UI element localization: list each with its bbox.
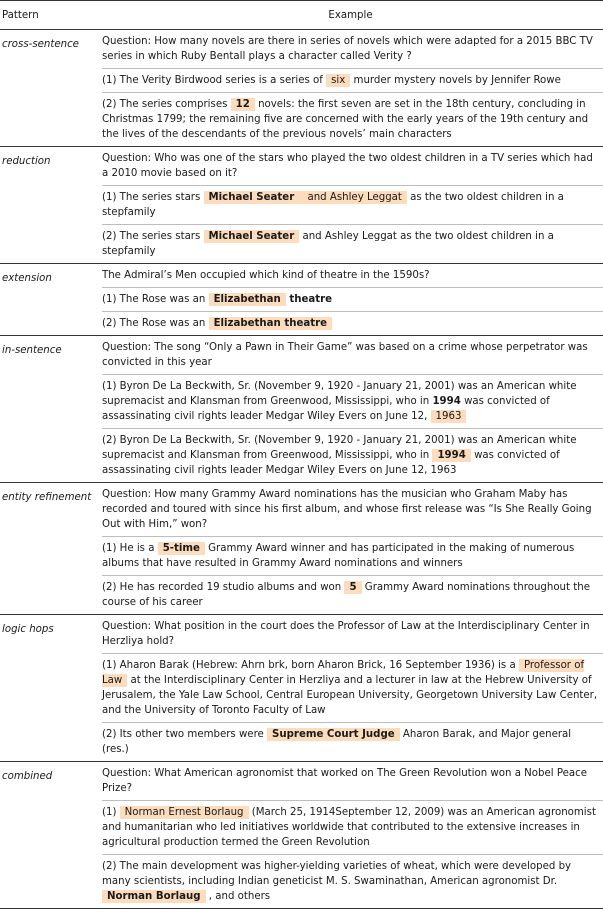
highlighted-answer-span: Elizabethan [209,293,286,306]
example-evidence-sentence [102,375,603,429]
pattern-label: extension [0,264,98,336]
highlighted-answer-span: Elizabethan theatre [209,317,332,330]
table-row [0,615,603,762]
text-segment: novels: the first seven are set in the 18th century, concluding in Christmas 1799; the remaining five are concerned with the early years of the 19th century and the lives of the descendants of the previous novels’ main characters [102,99,589,140]
example-question [102,483,603,537]
example-question [102,336,603,375]
example-cell [98,762,603,909]
text-segment: (1) The series stars [102,192,204,203]
text-segment: (2) The series comprises [102,99,231,110]
example-cell [98,264,603,336]
text-segment: The Admiral’s Men occupied which kind of theatre in the 1590s? [102,270,430,281]
example-evidence-sentence [102,723,603,761]
text-segment: (1) The Verity Birdwood series is a series of [102,75,327,86]
example-question [102,147,603,186]
highlighted-answer-span: 5-time [158,542,205,555]
example-column-header: Example [98,1,603,30]
highlighted-answer-span: 5 [344,581,361,594]
text-segment: Grammy Award nominations throughout the course of his career [102,582,590,608]
example-cell [98,615,603,762]
text-segment: was convicted of assassinating civil rights leader Medgar Wiley Evers on June 12, 1963 [102,450,560,476]
highlighted-answer-span: Supreme Court Judge [267,728,400,741]
text-segment: Question: Who was one of the stars who played the two oldest children in a TV series which had a 2010 movie based on it? [102,153,593,179]
example-evidence-sentence [102,429,603,482]
example-evidence-sentence [102,654,603,723]
text-segment: and Ashley Leggat as the two oldest children in a stepfamily [102,231,554,257]
highlighted-answer-span: Professor of Law [102,660,585,686]
text-segment: (2) Byron De La Beckwith, Sr. (November 9, 1920 - January 21, 2001) was an American white supremacist and Klansman from Greenwood, Mississippi, who in [102,435,577,461]
text-segment: (2) The main development was higher-yielding varieties of wheat, which were developed by many scientists, including Indian geneticist M. S. Swaminathan, American agronomist Dr. [102,861,572,887]
pattern-label: reduction [0,147,98,264]
table-row [0,762,603,909]
text-segment: (2) The Rose was an [102,318,209,329]
highlighted-answer-span: Norman Ernest Borlaug [120,806,249,819]
example-evidence-sentence [102,225,603,263]
text-segment: Grammy Award winner and has participated in the making of numerous albums that have resulted in Grammy Award nominations and winners [102,543,575,569]
text-segment: Question: What American agronomist that worked on The Green Revolution won a Nobel Peace Prize? [102,768,587,794]
text-segment: (1) The Rose was an [102,294,209,305]
highlighted-answer-span: 12 [231,98,255,111]
text-segment: Question: How many Grammy Award nominations has the musician who Graham Maby has recorded and toured with since his first album, and whose first release was “Is She Really Going Out with Him,” won? [102,489,592,530]
text-segment: (1) [102,807,120,818]
text-segment: (March 25, 1914September 12, 2009) was an American agronomist and humanitarian who led initiatives worldwide that contributed to the extensive increases in agricultural production termed the Green Revolution [102,807,596,848]
example-evidence-sentence [102,312,603,335]
table-row [0,264,603,336]
text-segment: (1) Aharon Barak (Hebrew: Ahrn brk, born Aharon Brick, 16 September 1936) is a [102,660,519,671]
highlighted-answer-span: six [326,74,350,87]
text-segment: Question: What position in the court does the Professor of Law at the Interdisciplinary Center in Herzliya hold? [102,621,590,647]
text-segment: (2) He has recorded 19 studio albums and won [102,582,345,593]
example-cell [98,336,603,483]
example-cell [98,147,603,264]
pattern-label: combined [0,762,98,909]
highlighted-answer-span: Michael Seater [204,230,300,243]
text-segment: (2) The series stars [102,231,204,242]
text-segment: as the two oldest children in a stepfamily [102,192,564,218]
example-evidence-sentence [102,69,603,93]
example-evidence-sentence [102,537,603,576]
text-segment: Aharon Barak, and Major general (res.) [102,729,572,755]
example-question [102,615,603,654]
example-evidence-sentence [102,93,603,146]
example-question [102,30,603,69]
table-row [0,30,603,147]
example-evidence-sentence [102,186,603,225]
example-question [102,264,603,288]
highlighted-answer-span: and Ashley Leggat [299,191,407,204]
pattern-label: cross-sentence [0,30,98,147]
example-evidence-sentence [102,855,603,908]
highlighted-answer-span: 1963 [431,410,467,423]
example-cell [98,30,603,147]
text-segment: (1) Byron De La Beckwith, Sr. (November 9, 1920 - January 21, 2001) was an American white supremacist and Klansman from Greenwood, Mississippi, who in [102,381,577,407]
table-row [0,483,603,615]
text-segment: was convicted of assassinating civil rights leader Medgar Wiley Evers on June 12, [102,396,550,422]
pattern-label: logic hops [0,615,98,762]
highlighted-answer-span: Michael Seater [204,191,300,204]
text-segment: Question: How many novels are there in series of novels which were adapted for a 2015 BBC TV series in which Ruby Bentall plays a character called Verity ? [102,36,593,62]
pattern-column-header: Pattern [0,1,98,30]
text-segment: 1994 [432,396,461,407]
table-row [0,147,603,264]
table-header-row [0,1,603,30]
example-evidence-sentence [102,801,603,855]
table-body [0,30,603,909]
example-cell [98,483,603,615]
highlighted-answer-span: Norman Borlaug [102,890,206,903]
text-segment: (2) Its other two members were [102,729,268,740]
highlighted-answer-span: 1994 [432,449,470,462]
text-segment: murder mystery novels by Jennifer Rowe [350,75,561,86]
text-segment: (1) He is a [102,543,158,554]
pattern-label: entity refinement [0,483,98,615]
text-segment: theatre [285,294,333,305]
text-segment: , and others [205,891,271,902]
example-question [102,762,603,801]
example-evidence-sentence [102,288,603,312]
text-segment: Question: The song “Only a Pawn in Their Game” was based on a crime whose perpetrator was convicted in this year [102,342,588,368]
table-row [0,336,603,483]
text-segment: at the Interdisciplinary Center in Herzliya and a lecturer in law at the Hebrew University of Jerusalem, the Yale Law School, Central European University, Georgetown University Law Center, and the University of Toronto Faculty of Law [102,675,598,716]
pattern-label: in-sentence [0,336,98,483]
example-evidence-sentence [102,576,603,614]
